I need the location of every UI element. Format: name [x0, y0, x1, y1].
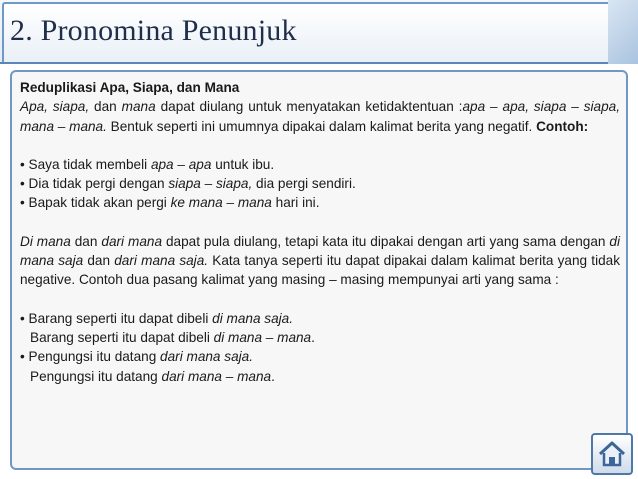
intro-text-1: Apa, siapa,	[20, 99, 90, 115]
example-emphasis: ke mana – mana	[170, 195, 272, 211]
example-emphasis: di mana – mana	[213, 329, 312, 345]
example-text: Barang seperti itu dapat dibeli	[30, 329, 214, 345]
example-text: hari ini.	[271, 195, 320, 211]
example-text: • Saya tidak membeli	[20, 156, 151, 172]
page-title: 2. Pronomina Penunjuk	[10, 14, 297, 47]
example-item	[20, 347, 620, 366]
example-text: untuk ibu.	[211, 156, 275, 172]
example-item	[20, 174, 620, 193]
second-paragraph	[20, 232, 620, 290]
intro-text-2: dan	[89, 99, 122, 115]
para2-text-8: Kata tanya seperti itu dapat dipakai dalam kalimat berita yang tidak negative. Contoh dua pasang kalimat yang masing – masing mempunyai arti yang sama :	[20, 253, 621, 288]
example-text: .	[271, 368, 275, 384]
example-item	[20, 367, 620, 386]
example-text: .	[311, 329, 315, 345]
example-item	[20, 309, 620, 328]
title-bar	[0, 0, 638, 64]
example-item	[20, 328, 620, 347]
example-item	[20, 155, 620, 174]
intro-text-7: Contoh:	[536, 118, 589, 134]
example-text: • Dia tidak pergi dengan	[20, 176, 169, 192]
example-emphasis: dari mana saja.	[160, 349, 253, 365]
home-button[interactable]	[591, 433, 633, 475]
section-heading: Reduplikasi Apa, Siapa, dan Mana	[20, 80, 240, 95]
home-icon	[597, 440, 627, 468]
example-text: • Bapak tidak akan pergi	[20, 195, 171, 211]
example-emphasis: dari mana – mana	[161, 368, 272, 384]
example-text: Pengungsi itu datang	[30, 368, 162, 384]
intro-text-4: dapat diulang untuk menyatakan ketidaktentuan :	[155, 99, 463, 115]
para2-text-3: dari mana	[101, 233, 163, 249]
para2-text-4: dapat pula diulang, tetapi kata itu dipakai dengan arti yang sama dengan	[162, 233, 610, 249]
example-text: • Pengungsi itu datang	[20, 349, 161, 365]
content-body	[20, 78, 620, 386]
para2-text-7: dari mana saja.	[114, 253, 209, 269]
intro-text-3: mana	[121, 99, 156, 115]
example-item	[20, 193, 620, 212]
example-emphasis: di mana saja.	[212, 310, 294, 326]
para2-text-6: dan	[83, 253, 115, 269]
para2-text-2: dan	[70, 233, 102, 249]
intro-paragraph	[20, 97, 620, 136]
example-text: • Barang seperti itu dapat dibeli	[20, 310, 213, 326]
example-emphasis: siapa – siapa,	[168, 176, 253, 192]
example-text: dia pergi sendiri.	[252, 176, 356, 192]
intro-text-6: Bentuk seperti ini umumnya dipakai dalam kalimat berita yang negatif.	[106, 118, 537, 134]
para2-text-5: di mana saja	[20, 233, 620, 269]
example-emphasis: apa – apa	[150, 156, 212, 172]
para2-text-1: Di mana	[20, 233, 71, 249]
title-corner-decoration	[608, 0, 638, 64]
intro-text-5: apa – apa, siapa – siapa, mana – mana.	[20, 99, 621, 134]
content-panel	[10, 70, 628, 470]
